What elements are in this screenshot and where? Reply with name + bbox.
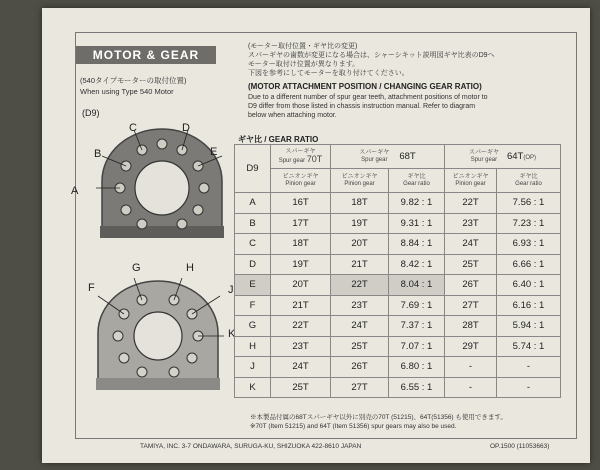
ratio-68-cell: 8.04 : 1 <box>389 275 445 296</box>
spur-en: Spur gear <box>470 156 498 163</box>
spur-en: Spur gear <box>278 157 306 164</box>
d9-header: D9 <box>235 145 271 193</box>
jp-line-2: スパーギヤの歯数が変更になる場合は、シャーシキット説明図ギヤ比表のD9へ <box>248 52 495 59</box>
jp-line-3: モーター取付け位置が異なります。 <box>248 61 360 68</box>
pinion-68-cell: 24T <box>331 316 389 337</box>
ratio-64-header <box>497 169 561 193</box>
table-row <box>235 336 561 357</box>
table-row <box>235 193 561 214</box>
position-cell: J <box>235 357 271 378</box>
pinion-64-cell: 29T <box>445 336 497 357</box>
jp-header <box>248 42 568 78</box>
ratio-68-cell: 7.07 : 1 <box>389 336 445 357</box>
pinion-64-cell: 24T <box>445 234 497 255</box>
letter-k: K <box>228 328 236 340</box>
spur-64-header <box>445 145 561 169</box>
pinion-64-cell: - <box>445 377 497 398</box>
pinion-68-cell: 22T <box>331 275 389 296</box>
pinion-jp: ピニオンギヤ <box>341 173 378 180</box>
pinion-68-cell: 23T <box>331 295 389 316</box>
ratio-68-cell: 6.80 : 1 <box>389 357 445 378</box>
spur-68-header <box>331 145 445 169</box>
pinion-64-cell: 22T <box>445 193 497 214</box>
pinion-68-header <box>331 169 389 193</box>
pinion-64-cell: 25T <box>445 254 497 275</box>
ratio-64-cell: 7.56 : 1 <box>497 193 561 214</box>
position-cell: K <box>235 377 271 398</box>
ratio-64-cell: 6.66 : 1 <box>497 254 561 275</box>
ratio-68-cell: 7.37 : 1 <box>389 316 445 337</box>
pinion-68-cell: 27T <box>331 377 389 398</box>
ratio-68-cell: 7.69 : 1 <box>389 295 445 316</box>
col-70t: 70T <box>306 153 323 164</box>
pinion-en: Pinion gear <box>344 180 375 187</box>
pinion-70-cell: 19T <box>271 254 331 275</box>
en-line-2: D9 differ from those listed in chassis instruction manual. Refer to diagram <box>248 103 476 110</box>
pinion-70-cell: 21T <box>271 295 331 316</box>
ratio-64-cell: 6.93 : 1 <box>497 234 561 255</box>
position-cell: G <box>235 316 271 337</box>
pinion-68-cell: 21T <box>331 254 389 275</box>
pinion-70-cell: 17T <box>271 213 331 234</box>
ratio-64-cell: 6.16 : 1 <box>497 295 561 316</box>
part-code: OP.1500 (11053663) <box>490 443 550 450</box>
motor-diagram-bottom <box>88 278 228 396</box>
spur-jp: スパーギヤ <box>285 148 316 155</box>
pinion-68-cell: 19T <box>331 213 389 234</box>
position-cell: A <box>235 193 271 214</box>
pinion-70-header <box>271 169 331 193</box>
ratio-64-cell: 5.74 : 1 <box>497 336 561 357</box>
letter-d: D <box>182 122 190 134</box>
en-line-3: below when attaching motor. <box>248 112 337 119</box>
col-68t: 68T <box>399 151 416 162</box>
ratio-64-cell: - <box>497 377 561 398</box>
position-cell: H <box>235 336 271 357</box>
col-64t-op: (OP) <box>523 155 537 161</box>
ratio-64-cell: 7.23 : 1 <box>497 213 561 234</box>
table-row <box>235 275 561 296</box>
spur-jp: スパーギヤ <box>359 149 390 156</box>
motor-diagram-top <box>92 126 232 244</box>
col-64t: 64T <box>506 151 524 162</box>
position-cell: D <box>235 254 271 275</box>
table-row <box>235 377 561 398</box>
gear-ratio-table <box>234 144 561 398</box>
position-cell: F <box>235 295 271 316</box>
gear-ratio-rows <box>235 193 561 398</box>
table-row <box>235 357 561 378</box>
table-row <box>235 254 561 275</box>
ratio-64-cell: - <box>497 357 561 378</box>
spur-70-line <box>271 153 330 165</box>
pinion-70-cell: 22T <box>271 316 331 337</box>
pinion-68-cell: 20T <box>331 234 389 255</box>
pinion-64-cell: 26T <box>445 275 497 296</box>
ratio-68-header <box>389 169 445 193</box>
letter-h: H <box>186 262 194 274</box>
letter-c: C <box>129 122 137 134</box>
ratio-en: Gear ratio <box>515 180 542 187</box>
ratio-68-cell: 9.31 : 1 <box>389 213 445 234</box>
ratio-68-cell: 6.55 : 1 <box>389 377 445 398</box>
letter-j: J <box>228 284 234 296</box>
jp-line-1: (モーター取付位置・ギヤ比の変更) <box>248 43 358 50</box>
pinion-64-cell: 23T <box>445 213 497 234</box>
pinion-70-cell: 23T <box>271 336 331 357</box>
table-row <box>235 295 561 316</box>
jp-caption: (540タイプモーターの取付位置) <box>80 76 187 85</box>
pinion-70-cell: 16T <box>271 193 331 214</box>
spur-en: Spur gear <box>361 156 388 163</box>
letter-g: G <box>132 262 141 274</box>
instruction-sheet <box>42 8 590 463</box>
pinion-en: Pinion gear <box>285 180 316 187</box>
d9-label: (D9) <box>82 108 100 118</box>
company-address: TAMIYA, INC. 3-7 ONDAWARA, SURUGA-KU, SHIZUOKA 422-8610 JAPAN <box>140 443 362 450</box>
pinion-70-cell: 18T <box>271 234 331 255</box>
pinion-70-cell: 25T <box>271 377 331 398</box>
en-header: (MOTOR ATTACHMENT POSITION / CHANGING GEAR RATIO) <box>248 82 482 91</box>
pinion-jp: ピニオンギヤ <box>452 173 489 180</box>
position-cell: E <box>235 275 271 296</box>
pinion-64-cell: 28T <box>445 316 497 337</box>
note-jp: ※本製品付属の68Tスパーギヤ以外に別売の70T (51215)、64T(51356) も使用できます。 <box>250 414 507 421</box>
pinion-68-cell: 26T <box>331 357 389 378</box>
table-row <box>235 234 561 255</box>
letter-a: A <box>71 185 79 197</box>
letter-f: F <box>88 282 95 294</box>
en-line-1: Due to a different number of spur gear teeth, attachment positions of motor to <box>248 94 488 101</box>
spur-jp: スパーギヤ <box>468 149 499 156</box>
position-cell: C <box>235 234 271 255</box>
ratio-jp: ギヤ比 <box>519 173 538 180</box>
pinion-64-cell: 27T <box>445 295 497 316</box>
pinion-70-cell: 20T <box>271 275 331 296</box>
pinion-70-cell: 24T <box>271 357 331 378</box>
ratio-68-cell: 9.82 : 1 <box>389 193 445 214</box>
ratio-en: Gear ratio <box>403 180 430 187</box>
letter-b: B <box>94 148 102 160</box>
table-row <box>235 316 561 337</box>
pinion-jp: ピニオンギヤ <box>282 173 319 180</box>
en-paragraph <box>248 93 568 120</box>
ratio-68-cell: 8.42 : 1 <box>389 254 445 275</box>
note-en: ※70T (Item 51215) and 64T (Item 51356) spur gears may also be used. <box>250 423 457 430</box>
en-caption: When using Type 540 Motor <box>80 87 174 96</box>
ratio-64-cell: 5.94 : 1 <box>497 316 561 337</box>
section-title: MOTOR & GEAR <box>76 46 216 64</box>
pinion-68-cell: 25T <box>331 336 389 357</box>
ratio-64-cell: 6.40 : 1 <box>497 275 561 296</box>
letter-e: E <box>210 146 218 158</box>
position-cell: B <box>235 213 271 234</box>
spur-70-header <box>271 145 331 169</box>
jp-line-4: 下図を参考にしてモーターを取り付けてください。 <box>248 70 409 77</box>
gear-ratio-title: ギヤ比 / GEAR RATIO <box>238 135 319 144</box>
pinion-en: Pinion gear <box>455 180 486 187</box>
table-row <box>235 213 561 234</box>
ratio-68-cell: 8.84 : 1 <box>389 234 445 255</box>
pinion-64-header <box>445 169 497 193</box>
pinion-68-cell: 18T <box>331 193 389 214</box>
ratio-jp: ギヤ比 <box>407 173 426 180</box>
pinion-64-cell: - <box>445 357 497 378</box>
